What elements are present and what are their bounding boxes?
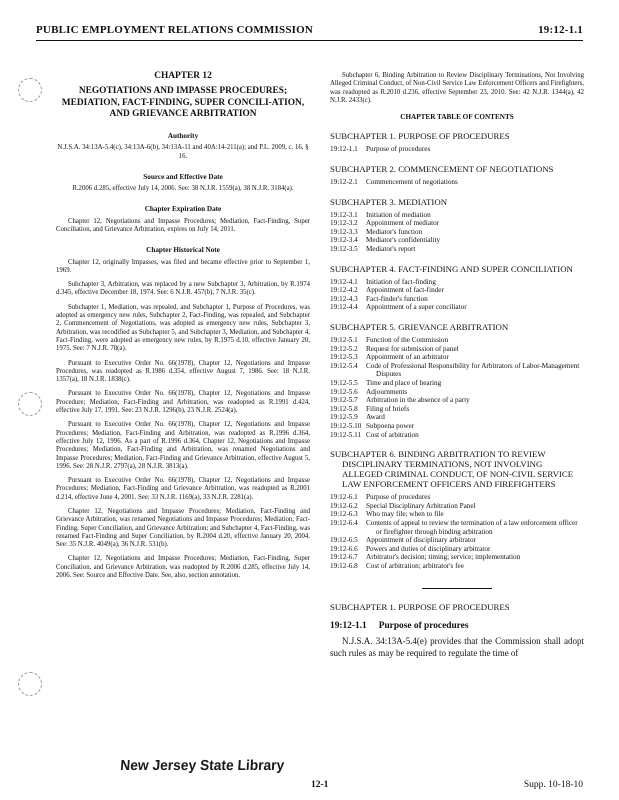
section-title: Purpose of procedures — [378, 620, 469, 631]
source-heading: Source and Effective Date — [143, 172, 223, 181]
toc-entry-title: Mediator's report — [366, 245, 416, 254]
toc-entry-title: Purpose of procedures — [366, 493, 431, 502]
toc-entry-title: Cost of arbitration — [366, 430, 419, 439]
toc-entry-title: Appointment of an arbitrator — [366, 353, 449, 362]
toc-entry — [330, 502, 584, 511]
toc-entry — [330, 219, 584, 228]
supplement-date: Supp. 10-18-10 — [523, 780, 583, 790]
toc-entry-number: 19:12-6.1 — [330, 493, 358, 502]
history-paragraph: Subchapter 1, Mediation, was repealed, and Subchapter 1, Purpose of Procedures, was adopted as emergency new rules, Subchapter 2, Fact-Finding, was repealed, and Subchapter 2, Commencement of Negotiations, was adopted as emergency new rules, Subchapter 3, Arbitration, was recodified as Subchapter 5, and Subchapter 3, Mediation, and Subchapter 4, Fact-Finding, were adopted as emergency new rules, by R.1975 d.10, effective January 20, 1975. See: 7 N.J.R. 78(a). — [56, 303, 310, 353]
toc-entry — [330, 388, 584, 397]
history-paragraph: Subchapter 3, Arbitration, was replaced by a new Subchapter 3, Arbitration, by R.1974 d.345, effective December 18, 1974. See: 6 N.J.R. 457(b), 7 N.J.R. 35(c). — [56, 281, 310, 297]
toc-entry-number: 19:12-5.10 — [330, 421, 362, 430]
toc-entry-title: Subpoena power — [366, 421, 415, 430]
toc-entry-number: 19:12-4.2 — [330, 286, 358, 295]
toc-entry-title: Mediator's function — [366, 227, 423, 236]
toc-entry — [330, 553, 584, 562]
toc-entry — [330, 422, 584, 431]
toc-entry-title: Purpose of procedures — [366, 145, 431, 154]
toc-subchapter-heading: SUBCHAPTER 3. MEDIATION — [330, 196, 448, 207]
toc-entry-number: 19:12-5.6 — [330, 387, 358, 396]
header-section: 19:12-1.1 — [538, 24, 583, 36]
toc-entry-number: 19:12-3.2 — [330, 219, 358, 228]
history-paragraph: Subchapter 6, Binding Arbitration to Review Disciplinary Terminations, Not Involving Alleged Criminal Conduct, of Non-Civil Service Law Enforcement Officers and Firefighters, was readopted as R.2010 d.236, effective September 23, 2010. See: 42 N.J.R. 1344(a), 42 N.J.R. 2433(c). — [330, 72, 584, 104]
toc-entry — [330, 562, 584, 571]
toc-entry-number: 19:12-6.3 — [330, 510, 358, 519]
table-of-contents — [330, 131, 584, 570]
toc-entry-number: 19:12-3.4 — [330, 236, 358, 245]
toc-entry-title: Request for submission of panel — [366, 344, 459, 353]
toc-entry — [330, 145, 584, 154]
toc-entry-number: 19:12-5.3 — [330, 353, 358, 362]
section-text: N.J.S.A. 34:13A-5.4(e) provides that the Commission shall adopt such rules as may be required to regulate the time of — [330, 636, 584, 658]
toc-entry — [330, 493, 584, 502]
toc-entry-number: 19:12-6.6 — [330, 544, 358, 553]
toc-entry-number: 19:12-6.8 — [330, 561, 358, 570]
toc-entry — [330, 545, 584, 554]
toc-entry — [330, 536, 584, 545]
toc-entry-number: 19:12-6.2 — [330, 501, 358, 510]
toc-entry-number: 19:12-4.4 — [330, 303, 358, 312]
toc-subchapter-heading: SUBCHAPTER 5. GRIEVANCE ARBITRATION — [330, 322, 509, 333]
toc-entry-number: 19:12-5.5 — [330, 378, 358, 387]
toc-entry-title: Who may file; when to file — [366, 510, 444, 519]
toc-entry-number: 19:12-4.1 — [330, 277, 358, 286]
expiration-text: Chapter 12, Negotiations and Impasse Procedures; Mediation, Fact-Finding, Super Conciliation, and Grievance Arbitration, expires on July 14, 2011. — [56, 217, 310, 233]
toc-entry — [330, 178, 584, 187]
chapter-title: NEGOTIATIONS AND IMPASSE PROCEDURES; MEDIATION, FACT-FINDING, SUPER CONCILI-ATION, AND GRIEVANCE ARBITRATION — [61, 86, 305, 119]
toc-entry-title: Special Disciplinary Arbitration Panel — [366, 501, 476, 510]
toc-entry — [330, 345, 584, 354]
history-paragraph: Chapter 12, Negotiations and Impasse Procedures; Mediation, Fact-Finding, Super Conciliation, and Grievance Arbitration, was readopted by R.2006 d.285, effective July 14, 2006. See: Source and Effective Date. See, also, section annotation. — [56, 555, 310, 580]
toc-entry-number: 19:12-5.7 — [330, 396, 358, 405]
toc-entry — [330, 362, 584, 379]
toc-entry-title: Arbitrator's decision; timing; service; implementation — [366, 553, 521, 562]
toc-subchapter-heading: SUBCHAPTER 6. BINDING ARBITRATION TO REVIEW DISCIPLINARY TERMINATIONS, NOT INVOLVING ALLEGED CRIMINAL CONDUCT, OF NON-CIVIL SERVICE LAW ENFORCEMENT OFFICERS AND FIREFIGHTERS — [330, 449, 574, 490]
toc-entry-title: Arbitration in the absence of a party — [366, 396, 470, 405]
authority-text: N.J.S.A. 34:13A-5.4(c), 34:13A-6(b), 34:13A-11 and 40A:14-211(a); and P.L. 2009, c. 16, § 16. — [57, 144, 309, 160]
toc-entry — [330, 286, 584, 295]
toc-entry-title: Contents of appeal to review the termination of a law enforcement officer or firefighter through binding arbitration — [366, 518, 578, 536]
page-number: 12-1 — [311, 780, 329, 790]
history-paragraph: Pursuant to Executive Order No. 66(1978), Chapter 12, Negotiations and Impasse Procedures; Mediation, Fact-Finding and Arbitration, was readopted as R.1996 d.364, effective July 12, 1996. As a part of R.1996 d.364, Chapter 12, Negotiations and Impasse Procedures; Mediation, Fact-Finding and Arbitration, was renamed Negotiations and Impasse Procedures; Mediation, Fact-Finding and Grievance Arbitration, effective August 5, 1996. See: 28 N.J.R. 2797(a), 28 N.J.R. 3813(a). — [56, 421, 310, 470]
toc-subchapter-heading: SUBCHAPTER 1. PURPOSE OF PROCEDURES — [330, 131, 510, 142]
toc-entry-title: Powers and duties of disciplinary arbitrator — [366, 544, 491, 553]
toc-entry — [330, 405, 584, 414]
library-stamp: New Jersey State Library — [119, 758, 285, 774]
punch-hole-icon — [18, 392, 42, 416]
source-text: R.2006 d.285, effective July 14, 2006. See: 38 N.J.R. 1559(a), 38 N.J.R. 3184(a). — [72, 185, 294, 193]
subchapter-heading: SUBCHAPTER 1. PURPOSE OF PROCEDURES — [330, 602, 510, 613]
history-paragraph: Pursuant to Executive Order No. 66(1978), Chapter 12, Negotiations and Impasse Procedure; Mediation, Fact-Finding and Arbitration, was readopted as R.1991 d.424, effective July 17, 1991. See: 23 N.J.R. 1296(b), 23 N.J.R. 2524(a). — [56, 390, 310, 415]
toc-entry-number: 19:12-3.5 — [330, 245, 358, 254]
section-heading — [330, 622, 584, 630]
toc-entry-title: Appointment of disciplinary arbitrator — [366, 536, 476, 545]
toc-entry-title: Adjournments — [366, 387, 408, 396]
toc-entry-number: 19:12-1.1 — [330, 145, 358, 154]
history-paragraph: Chapter 12, originally Impasses, was filed and became effective prior to September 1, 1969. — [56, 258, 310, 274]
toc-entry — [330, 353, 584, 362]
toc-entry — [330, 336, 584, 345]
history-paragraph: Pursuant to Executive Order No. 66(1978), Chapter 12, Negotiations and Impasse Procedures, was readopted as R.1986 d.354, effective August 7, 1986. See: 18 N.J.R. 1357(a), 18 N.J.R. 1838(c). — [56, 359, 310, 384]
running-header — [36, 24, 583, 40]
toc-entry-title: Filing of briefs — [366, 404, 410, 413]
toc-entry-number: 19:12-5.8 — [330, 404, 358, 413]
toc-entry-number: 19:12-5.11 — [330, 430, 362, 439]
toc-subchapter-heading: SUBCHAPTER 4. FACT-FINDING AND SUPER CONCILIATION — [330, 263, 573, 274]
toc-entry-title: Commencement of negotiations — [366, 178, 458, 187]
toc-entry — [330, 431, 584, 440]
toc-entry — [330, 379, 584, 388]
toc-entry-number: 19:12-5.1 — [330, 336, 358, 345]
punch-hole-icon — [18, 78, 42, 102]
history-paragraph: Chapter 12, Negotiations and Impasse Procedures; Mediation, Fact-Finding and Grievance Arbitration, was renamed Negotiations and Impasse Procedures; Mediation, Fact-Finding, Super Conciliation, and Grievance Arbitration; and Subchapter 4, Fact-Finding, was renamed Fact-Finding and Super Conciliation, by R.2004 d.20, effective January 20, 2004. See: 35 N.J.R. 4049(a), 36 N.J.R. 531(b). — [56, 508, 310, 549]
toc-entry-number: 19:12-5.4 — [330, 361, 358, 370]
toc-entry — [330, 211, 584, 220]
toc-entry-title: Fact-finder's function — [366, 294, 428, 303]
history-paragraph: Pursuant to Executive Order No. 66(1978), Chapter 12, Negotiations and Impasse Procedures; Mediation, Fact-Finding and Grievance Arbitration, was readopted as R.2001 d.214, effective June 4, 2001. See: 33 N.J.R. 1169(a), 33 N.J.R. 2281(a). — [56, 477, 310, 501]
toc-entry — [330, 396, 584, 405]
section-divider — [422, 588, 492, 589]
punch-hole-icon — [18, 672, 42, 696]
toc-entry — [330, 510, 584, 519]
toc-entry-number: 19:12-4.3 — [330, 294, 358, 303]
authority-heading: Authority — [167, 131, 199, 140]
toc-entry — [330, 278, 584, 287]
left-column — [56, 72, 310, 586]
toc-entry-title: Function of the Commission — [366, 336, 449, 345]
toc-subchapter-heading: SUBCHAPTER 2. COMMENCEMENT OF NEGOTIATIONS — [330, 164, 554, 175]
expiration-heading: Chapter Expiration Date — [144, 205, 222, 214]
toc-entry — [330, 519, 584, 536]
toc-entry — [330, 295, 584, 304]
chapter-number: CHAPTER 12 — [154, 71, 212, 81]
toc-entry-title: Initiation of mediation — [366, 210, 431, 219]
toc-entry-number: 19:12-6.7 — [330, 553, 358, 562]
toc-entry — [330, 228, 584, 237]
header-agency: PUBLIC EMPLOYMENT RELATIONS COMMISSION — [36, 24, 314, 36]
toc-entry-number: 19:12-2.1 — [330, 178, 358, 187]
toc-entry-title: Time and place of hearing — [366, 378, 442, 387]
toc-entry-title: Appointment of a super conciliator — [366, 303, 467, 312]
right-column — [330, 72, 584, 659]
toc-entry-number: 19:12-6.5 — [330, 536, 358, 545]
toc-entry — [330, 236, 584, 245]
toc-entry-number: 19:12-5.2 — [330, 344, 358, 353]
toc-entry-title: Appointment of fact-finder — [366, 286, 444, 295]
toc-entry-number: 19:12-6.4 — [330, 518, 358, 527]
toc-entry-title: Cost of arbitration; arbitrator's fee — [366, 561, 464, 570]
toc-entry-number: 19:12-5.9 — [330, 413, 358, 422]
toc-entry-title: Code of Professional Responsibility for Arbitrators of Labor-Management Disputes — [366, 361, 580, 379]
history-heading: Chapter Historical Note — [146, 246, 220, 255]
header-rule — [36, 40, 583, 41]
toc-entry-number: 19:12-3.1 — [330, 210, 358, 219]
toc-title: CHAPTER TABLE OF CONTENTS — [400, 113, 514, 122]
toc-entry — [330, 245, 584, 254]
toc-entry-title: Appointment of mediator — [366, 219, 440, 228]
toc-entry-title: Mediator's confidentiality — [366, 236, 441, 245]
section-number: 19:12-1.1 — [330, 620, 367, 631]
toc-entry-title: Initiation of fact-finding — [366, 277, 436, 286]
toc-entry — [330, 303, 584, 312]
toc-entry-number: 19:12-3.3 — [330, 227, 358, 236]
toc-entry-title: Award — [366, 413, 385, 422]
toc-entry — [330, 413, 584, 422]
